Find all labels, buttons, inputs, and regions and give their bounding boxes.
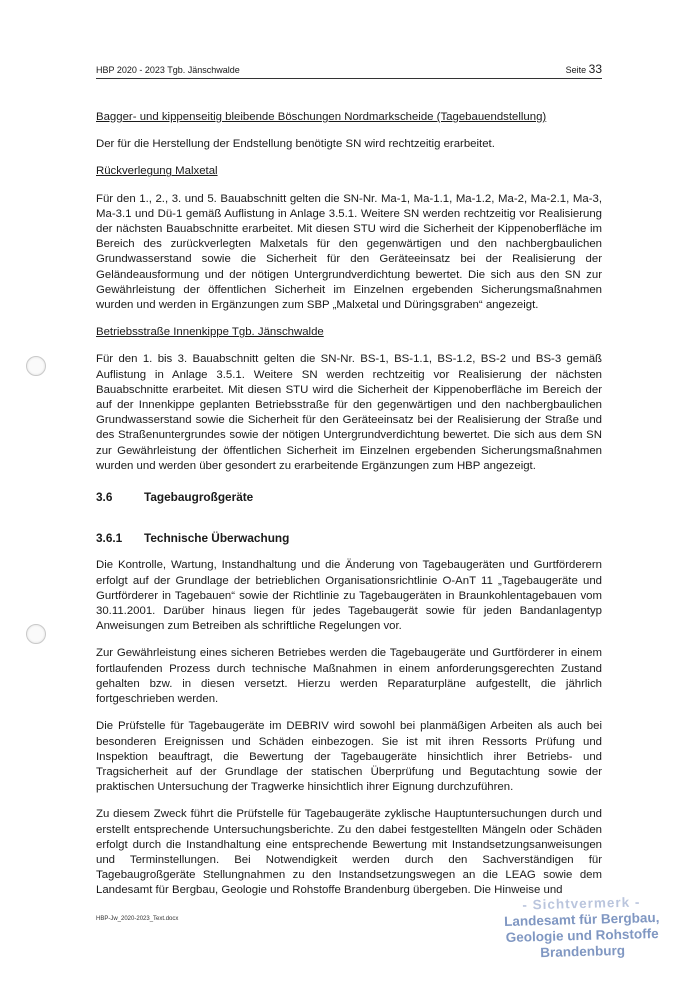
heading-malxetal: Rückverlegung Malxetal	[96, 165, 218, 178]
paragraph: Für den 1., 2., 3. und 5. Bauabschnitt gelten die SN-Nr. Ma-1, Ma-1.1, Ma-1.2, Ma-2, Ma-2.1, Ma-3, Ma-3.1 und Dü-1 gemäß Auflistung in Anlage 3.5.1. Weitere SN werden rechtzeitig vor Realisierung der nächsten Bauabschnitte erarbeitet. Mit diesen STU wird die Sicherheit der Kippenoberfläche im Bereich des zurückverlegten Malxetals für den gegenwärtigen und den nachbergbaulichen Grundwasserstand sowie die Sicherheit für den Geräteeinsatz bei der Realisierung der Geländeausformung und der nötigen Untergrundverdichtung bewertet. Die sich aus den SN zur Gewährleistung der öffentlichen Sicherheit im Einzelnen ergebenden Sicherungsmaßnahmen wurden und werden in Ergänzungen zum SBP „Malxetal und Düringsgraben“ angezeigt.	[96, 192, 602, 312]
subsection-number: 3.6.1	[96, 531, 123, 546]
punch-hole-icon	[26, 624, 46, 644]
paragraph: Zur Gewährleistung eines sicheren Betriebes werden die Tagebaugeräte und Gurtförderer in einem fortlaufenden Prozess durch technische Maßnahmen in einem anforderungsgerechten Zustand gehalten bzw. in diesen versetzt. Hierzu werden Reparaturpläne aufgestellt, die jährlich fortgeschrieben werden.	[96, 647, 602, 706]
page-label: Seite	[565, 65, 587, 75]
page-header	[96, 62, 602, 79]
paragraph: Zu diesem Zweck führt die Prüfstelle für Tagebaugeräte zyklische Hauptuntersuchungen durch und erstellt entsprechende Untersuchungsberichte. Zu den dabei festgestellten Mängeln oder Schäden erfolgt durch die Instandhaltung eine entsprechende Bewertung mit Instandsetzungsanweisungen und Terminstellungen. Bei Notwendigkeit werden durch den Sachverständigen für Tagebaugroßgeräte Stellungnahmen zu den Instandsetzungswegen an die LEAG sowie dem Landesamt für Bergbau, Geologie und Rohstoffe Brandenburg übergeben. Die Hinweise und	[96, 808, 602, 897]
paragraph: Die Kontrolle, Wartung, Instandhaltung und die Änderung von Tagebaugeräten und Gurtförderern erfolgt auf der Grundlage der betrieblichen Organisationsrichtlinie O-AnT 11 „Tagebaugeräte und Gurtförderer in Tagebauen“ sowie der Richtlinie zu Tagebaugeräten in Braunkohlentagebauen vom 30.11.2001. Darüber hinaus liegen für jedes Tagebaugerät sowie für jeden Bandanlagentyp Anweisungen zum Betreiben als schriftliche Regelungen vor.	[96, 559, 602, 633]
section-number: 3.6	[96, 490, 113, 505]
document-body	[96, 110, 602, 899]
paragraph: Für den 1. bis 3. Bauabschnitt gelten die SN-Nr. BS-1, BS-1.1, BS-1.2, BS-2 und BS-3 gemäß Auflistung in Anlage 3.5.1. Weitere SN werden rechtzeitig vor Realisierung der nächsten Bauabschnitte erarbeitet. Mit diesen STU wird die Sicherheit der Kippenoberfläche im Bereich der auf der Innenkippe geplanten Betriebsstraße für den gegenwärtigen und den nachbergbaulichen Grundwasserstand sowie die Sicherheit für den Geräteeinsatz bei der Realisierung der Straße und des Straßenuntergrundes sowie der nötigen Untergrundverdichtung bewertet. Die sich aus dem SN zur Gewährleistung der öffentlichen Sicherheit im Einzelnen ergebenden Sicherungsmaßnahmen wurden und werden über gesondert zu erarbeitende Ergänzungen zum HBP angezeigt.	[96, 353, 602, 472]
header-title: HBP 2020 - 2023 Tgb. Jänschwalde	[96, 65, 240, 75]
stamp-line: Landesamt für Bergbau,	[503, 909, 660, 930]
footer-filename: HBP-Jw_2020-2023_Text.docx	[96, 916, 179, 922]
paragraph: Der für die Herstellung der Endstellung benötigte SN wird rechtzeitig erarbeitet.	[96, 138, 495, 151]
stamp-line: Brandenburg	[540, 942, 626, 961]
page-number-label	[566, 62, 602, 76]
punch-hole-icon	[26, 356, 46, 376]
subsection-heading	[96, 531, 602, 546]
stamp-line: - Sichtvermerk -	[522, 894, 641, 913]
subsection-title: Technische Überwachung	[144, 531, 290, 546]
heading-boeschungen: Bagger- und kippenseitig bleibende Böschungen Nordmarkscheide (Tagebauendstellung)	[96, 111, 547, 123]
page-number: 33	[588, 62, 602, 76]
paragraph: Die Prüfstelle für Tagebaugeräte im DEBRIV wird sowohl bei planmäßigen Arbeiten als auch bei besonderen Ereignissen und Schäden einbezogen. Sie ist mit ihren Ressorts Prüfung und Inspektion beauftragt, die Bewertung der Tagebaugeräte hinsichtlich ihrer Betriebs- und Tragsicherheit auf der Grundlage der statischen Überprüfung und Begutachtung sowie der praktischen Untersuchung der Tragwerke hinsichtlich ihrer Eignung durchzuführen.	[96, 720, 602, 794]
authority-stamp	[483, 893, 681, 962]
stamp-line: Geologie und Rohstoffe	[505, 925, 659, 945]
heading-betriebsstrasse: Betriebsstraße Innenkippe Tgb. Jänschwalde	[96, 326, 324, 339]
section-title: Tagebaugroßgeräte	[144, 490, 254, 505]
section-heading	[96, 490, 602, 505]
